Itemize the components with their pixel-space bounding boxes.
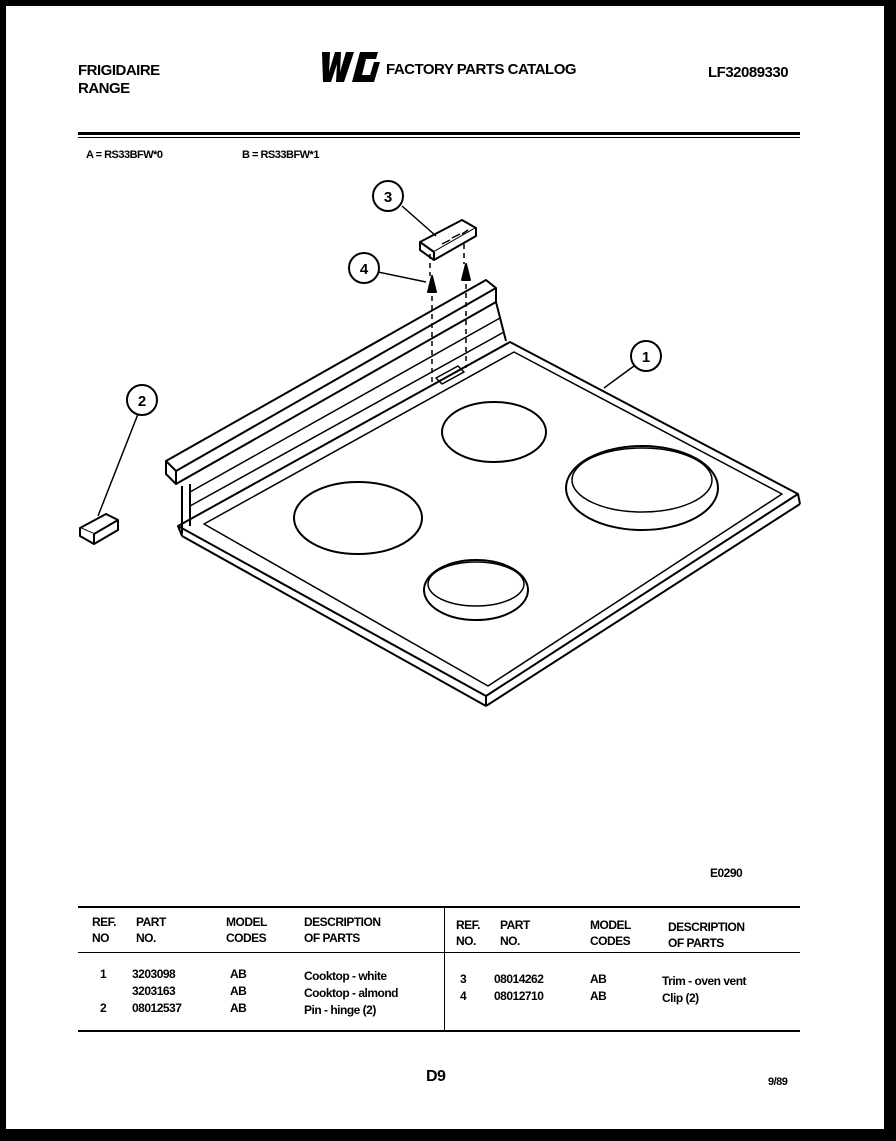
row-model: AB xyxy=(230,1001,247,1015)
hdr-part-right: PART xyxy=(500,918,530,932)
table-top-rule xyxy=(78,906,800,908)
callout-3-label: 3 xyxy=(383,189,393,206)
hdr-ref-no-right: NO. xyxy=(456,934,476,948)
hdr-description-right: DESCRIPTION xyxy=(668,920,745,934)
hdr-model-right: MODEL xyxy=(590,918,631,932)
table-divider xyxy=(444,906,445,1032)
row-model: AB xyxy=(590,972,607,986)
row-description: Cooktop - almond xyxy=(304,986,398,1000)
burner-opening-front-left xyxy=(294,482,422,554)
row-ref: 1 xyxy=(100,967,107,981)
hdr-ref-right: REF. xyxy=(456,918,481,932)
cooktop-surface xyxy=(178,342,798,696)
row-ref: 4 xyxy=(460,989,467,1003)
row-description: Pin - hinge (2) xyxy=(304,1003,376,1017)
callout-2-label: 2 xyxy=(137,393,147,410)
row-model: AB xyxy=(230,967,247,981)
hdr-model: MODEL xyxy=(226,915,267,929)
hdr-codes: CODES xyxy=(226,931,267,945)
row-description: Clip (2) xyxy=(662,991,699,1005)
row-part-no: 08014262 xyxy=(494,972,544,986)
cooktop-exploded-diagram xyxy=(6,6,884,866)
model-code-b: B = RS33BFW*1 xyxy=(242,149,319,161)
hdr-codes-right: CODES xyxy=(590,934,631,948)
row-description: Trim - oven vent xyxy=(662,974,747,988)
row-ref: 3 xyxy=(460,972,467,986)
row-description: Cooktop - white xyxy=(304,969,387,983)
callout-1-label: 1 xyxy=(641,349,651,366)
hdr-of-parts-right: OF PARTS xyxy=(668,936,724,950)
hdr-description: DESCRIPTION xyxy=(304,915,381,929)
clip-right xyxy=(462,264,470,280)
row-part-no: 08012537 xyxy=(132,1001,182,1015)
revision-date: 9/89 xyxy=(768,1076,788,1088)
hdr-part-no-right: NO. xyxy=(500,934,520,948)
model-code-a: A = RS33BFW*0 xyxy=(86,149,163,161)
table-bottom-rule xyxy=(78,1030,800,1032)
row-part-no: 3203163 xyxy=(132,984,176,998)
row-model: AB xyxy=(590,989,607,1003)
clip-left xyxy=(428,276,436,292)
row-ref: 2 xyxy=(100,1001,107,1015)
parts-catalog-page xyxy=(6,6,884,1129)
catalog-number: LF32089330 xyxy=(708,64,789,81)
brand-name: FRIGIDAIRE xyxy=(78,62,160,79)
row-model: AB xyxy=(230,984,247,998)
hdr-ref: REF. xyxy=(92,915,117,929)
burner-opening-rear-left xyxy=(442,402,546,462)
figure-code: E0290 xyxy=(710,866,743,880)
page-number: D9 xyxy=(426,1068,446,1085)
row-part-no: 3203098 xyxy=(132,967,176,981)
hdr-of-parts: OF PARTS xyxy=(304,931,360,945)
hdr-part: PART xyxy=(136,915,166,929)
product-type: RANGE xyxy=(78,80,130,97)
hdr-ref-no: NO xyxy=(92,931,109,945)
catalog-title: FACTORY PARTS CATALOG xyxy=(386,61,577,78)
row-part-no: 08012710 xyxy=(494,989,544,1003)
table-header-rule xyxy=(78,952,800,953)
callout-4-label: 4 xyxy=(359,261,369,278)
hdr-part-no: NO. xyxy=(136,931,156,945)
